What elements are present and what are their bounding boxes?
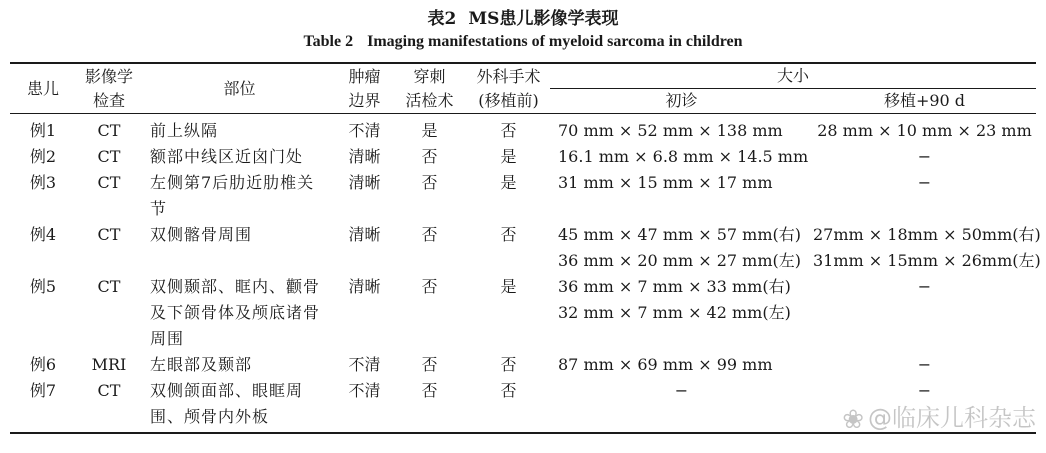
cell-margin: 不清 bbox=[337, 378, 392, 433]
cell-patient: 例4 bbox=[29, 225, 57, 244]
size-value: − bbox=[917, 277, 932, 296]
cell-imaging: CT bbox=[97, 173, 121, 192]
cell-size-initial bbox=[550, 114, 813, 145]
cell-biopsy: 否 bbox=[421, 173, 438, 192]
cell-biopsy: 否 bbox=[421, 277, 438, 296]
cell-surgery: 是 bbox=[500, 147, 517, 166]
table-number-cn: 表2 bbox=[427, 9, 457, 29]
cell-size-post bbox=[813, 114, 1036, 145]
imaging-table bbox=[10, 62, 1041, 434]
size-value: − bbox=[917, 173, 932, 192]
header-biopsy: 穿刺 活检术 bbox=[392, 63, 467, 114]
cell-surgery: 否 bbox=[500, 355, 517, 374]
size-value: 27mm × 18mm × 50mm(右) bbox=[813, 225, 1041, 244]
cell-site: 左侧第7后肋近肋椎关节 bbox=[150, 173, 315, 218]
cell-biopsy: 是 bbox=[421, 121, 438, 140]
weibo-icon: ❀ bbox=[842, 405, 864, 435]
table-row bbox=[10, 222, 1036, 274]
size-value: 28 mm × 10 mm × 23 mm bbox=[817, 121, 1032, 140]
cell-margin: 清晰 bbox=[348, 277, 381, 296]
header-margin: 肿瘤 边界 bbox=[337, 63, 392, 114]
cell-margin: 清晰 bbox=[348, 147, 381, 166]
table-row bbox=[10, 144, 1036, 170]
header-imaging: 影像学 检查 bbox=[76, 63, 142, 114]
cell-imaging: CT bbox=[97, 277, 121, 296]
cell-patient: 例2 bbox=[29, 147, 57, 166]
cell-margin: 不清 bbox=[348, 121, 381, 140]
cell-site: 额部中线区近囟门处 bbox=[150, 147, 304, 166]
table-row bbox=[10, 114, 1036, 145]
cell-surgery: 否 bbox=[500, 121, 517, 140]
cell-margin: 清晰 bbox=[348, 173, 381, 192]
size-value: 16.1 mm × 6.8 mm × 14.5 mm bbox=[558, 147, 809, 166]
cell-surgery: 是 bbox=[500, 173, 517, 192]
cell-imaging: CT bbox=[97, 225, 121, 244]
cell-size-initial bbox=[550, 378, 813, 433]
table-title-en: Imaging manifestations of myeloid sarcoma in children bbox=[367, 33, 743, 50]
cell-patient: 例6 bbox=[29, 355, 57, 374]
cell-size-initial bbox=[550, 144, 813, 170]
table-row bbox=[10, 170, 1036, 222]
size-value: 31 mm × 15 mm × 17 mm bbox=[558, 173, 773, 192]
table-row bbox=[10, 274, 1036, 352]
table-number-en: Table 2 bbox=[303, 33, 354, 50]
header-surgery: 外科手术 (移植前) bbox=[467, 63, 550, 114]
cell-size-initial bbox=[550, 352, 813, 378]
watermark-text: @临床儿科杂志 bbox=[868, 404, 1036, 432]
size-value: − bbox=[917, 381, 932, 400]
cell-surgery: 是 bbox=[500, 277, 517, 296]
cell-size-post bbox=[813, 222, 1041, 274]
cell-patient: 例1 bbox=[29, 121, 57, 140]
cell-patient: 例5 bbox=[29, 277, 57, 296]
size-value: 45 mm × 47 mm × 57 mm(右) bbox=[558, 225, 802, 244]
cell-imaging: CT bbox=[97, 147, 121, 166]
cell-site: 左眼部及颞部 bbox=[150, 355, 253, 374]
table-caption-en bbox=[0, 33, 1046, 51]
size-value: 36 mm × 20 mm × 27 mm(左) bbox=[558, 251, 802, 270]
size-value: 70 mm × 52 mm × 138 mm bbox=[558, 121, 783, 140]
cell-margin: 清晰 bbox=[348, 225, 381, 244]
cell-margin: 不清 bbox=[348, 355, 381, 374]
header-site: 部位 bbox=[142, 63, 337, 114]
cell-size-post bbox=[813, 170, 1036, 222]
header-initial: 初诊 bbox=[550, 89, 813, 114]
cell-imaging: CT bbox=[97, 121, 121, 140]
cell-size-post bbox=[813, 274, 1036, 352]
cell-size-post bbox=[813, 352, 1036, 378]
cell-size-post bbox=[813, 144, 1036, 170]
cell-size-initial bbox=[550, 222, 813, 274]
cell-site: 双侧颌面部、眼眶周围、颅骨内外板 bbox=[142, 378, 337, 433]
cell-site: 双侧髂骨周围 bbox=[150, 225, 253, 244]
table-row bbox=[10, 352, 1036, 378]
cell-patient: 例7 bbox=[10, 378, 76, 433]
cell-surgery: 否 bbox=[500, 225, 517, 244]
table-title-cn: MS患儿影像学表现 bbox=[468, 9, 619, 29]
cell-biopsy: 否 bbox=[421, 225, 438, 244]
size-value: 36 mm × 7 mm × 33 mm(右) bbox=[558, 277, 791, 296]
size-value: 32 mm × 7 mm × 42 mm(左) bbox=[558, 303, 791, 322]
size-value: − bbox=[674, 381, 689, 400]
size-value: 87 mm × 69 mm × 99 mm bbox=[558, 355, 773, 374]
cell-biopsy: 否 bbox=[421, 355, 438, 374]
cell-surgery: 否 bbox=[467, 378, 550, 433]
cell-biopsy: 否 bbox=[421, 147, 438, 166]
cell-size-initial bbox=[550, 170, 813, 222]
cell-patient: 例3 bbox=[29, 173, 57, 192]
header-post: 移植+90 d bbox=[813, 89, 1036, 114]
cell-imaging: MRI bbox=[91, 355, 127, 374]
size-value: 31mm × 15mm × 26mm(左) bbox=[813, 251, 1041, 270]
cell-imaging: CT bbox=[76, 378, 142, 433]
cell-size-initial bbox=[550, 274, 813, 352]
watermark bbox=[842, 398, 1036, 435]
size-value: − bbox=[917, 147, 932, 166]
cell-biopsy: 否 bbox=[392, 378, 467, 433]
cell-site: 双侧颞部、眶内、颧骨及下颌骨体及颅底诸骨周围 bbox=[150, 277, 321, 348]
size-value: − bbox=[917, 355, 932, 374]
cell-site: 前上纵隔 bbox=[150, 121, 219, 140]
header-patient: 患儿 bbox=[10, 63, 76, 114]
header-size: 大小 bbox=[550, 63, 1036, 89]
table-caption-cn bbox=[0, 4, 1046, 29]
